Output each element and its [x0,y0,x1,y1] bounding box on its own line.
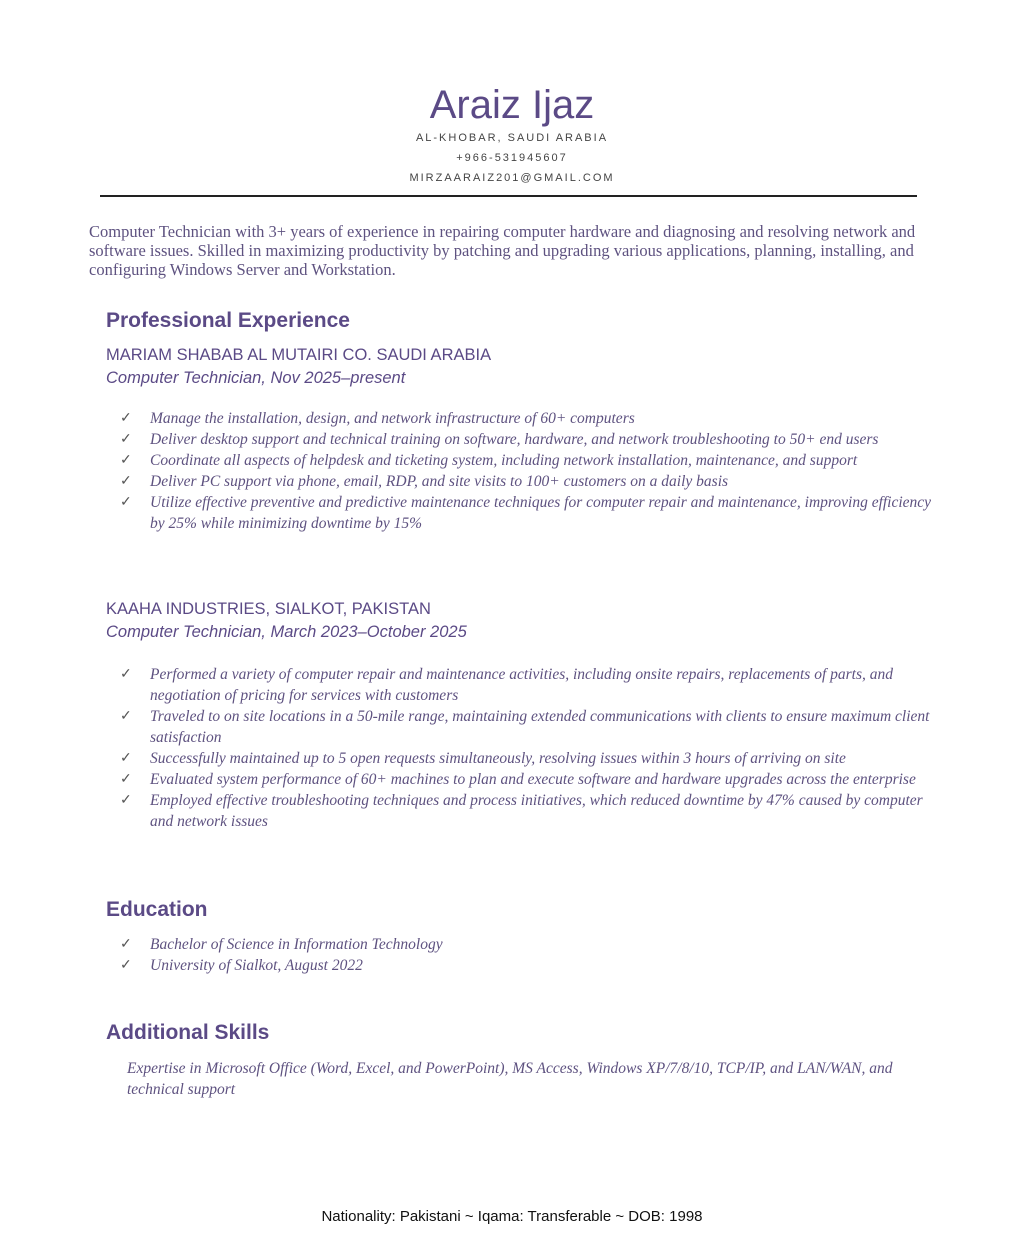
education-list [120,934,935,976]
location: AL-KHOBAR, SAUDI ARABIA [415,132,609,144]
list-item: ✓ Deliver PC support via phone, email, RDP, and site visits to 100+ customers on a daily basis [120,473,729,490]
phone-number: +966-531945607 [456,152,568,164]
job-2-bullets [120,664,935,832]
list-item: ✓ Successfully maintained up to 5 open requests simultaneously, resolving issues within 3 hours of arriving on site [120,750,846,767]
email-address: MIRZAARAIZ201@GMAIL.COM [409,172,615,184]
check-icon: ✓ [120,667,132,682]
check-icon: ✓ [120,772,132,787]
check-icon: ✓ [120,751,132,766]
list-item: ✓ University of Sialkot, August 2022 [120,957,363,974]
resume-header [0,82,1024,188]
check-icon: ✓ [120,709,132,724]
profile-summary: Computer Technician with 3+ years of experience in repairing computer hardware and diagnosing and resolving network and software issues. Skilled in maximizing productivity by patching and upgrading various applications, planning, installing, and configuring Windows Server and Workstation. [89,222,916,279]
skills-text: Expertise in Microsoft Office (Word, Excel, and PowerPoint), MS Access, Windows XP/7/8/10, TCP/IP, and LAN/WAN, and technical support [127,1060,893,1098]
list-item: ✓ Bachelor of Science in Information Technology [120,936,443,953]
check-icon: ✓ [120,411,132,426]
education-heading: Education [106,898,208,921]
check-icon: ✓ [120,474,132,489]
skills-heading: Additional Skills [106,1021,270,1044]
personal-details-footer: Nationality: Pakistani ~ Iqama: Transferable ~ DOB: 1998 [321,1208,703,1225]
check-icon: ✓ [120,453,132,468]
list-item: ✓ Performed a variety of computer repair and maintenance activities, including onsite repairs, replacements of parts, and negotiation of pricing for services with customers [120,666,894,704]
job-2-company: KAAHA INDUSTRIES, SIALKOT, PAKISTAN [106,600,431,618]
job-1-role: Computer Technician, Nov 2025–present [106,369,406,387]
experience-heading: Professional Experience [106,309,350,332]
list-item: ✓ Manage the installation, design, and network infrastructure of 60+ computers [120,410,635,427]
list-item: ✓ Coordinate all aspects of helpdesk and ticketing system, including network installation, maintenance, and support [120,452,858,469]
header-divider [100,195,917,197]
check-icon: ✓ [120,495,132,510]
list-item: ✓ Utilize effective preventive and predictive maintenance techniques for computer repair and maintenance, improving efficiency by 25% while minimizing downtime by 15% [120,494,932,532]
list-item: ✓ Employed effective troubleshooting techniques and process initiatives, which reduced downtime by 47% caused by computer and network issues [120,792,923,830]
job-2-role: Computer Technician, March 2023–October 2025 [106,623,467,641]
job-1-bullets [120,408,935,534]
check-icon: ✓ [120,793,132,808]
list-item: ✓ Deliver desktop support and technical training on software, hardware, and network troubleshooting to 50+ end users [120,431,879,448]
check-icon: ✓ [120,432,132,447]
candidate-name: Araiz Ijaz [429,83,595,127]
list-item: ✓ Traveled to on site locations in a 50-mile range, maintaining extended communications with clients to ensure maximum client satisfaction [120,708,930,746]
list-item: ✓ Evaluated system performance of 60+ machines to plan and execute software and hardware upgrades across the enterprise [120,771,916,788]
job-1-company: MARIAM SHABAB AL MUTAIRI CO. SAUDI ARABIA [106,346,492,364]
check-icon: ✓ [120,958,132,973]
check-icon: ✓ [120,937,132,952]
